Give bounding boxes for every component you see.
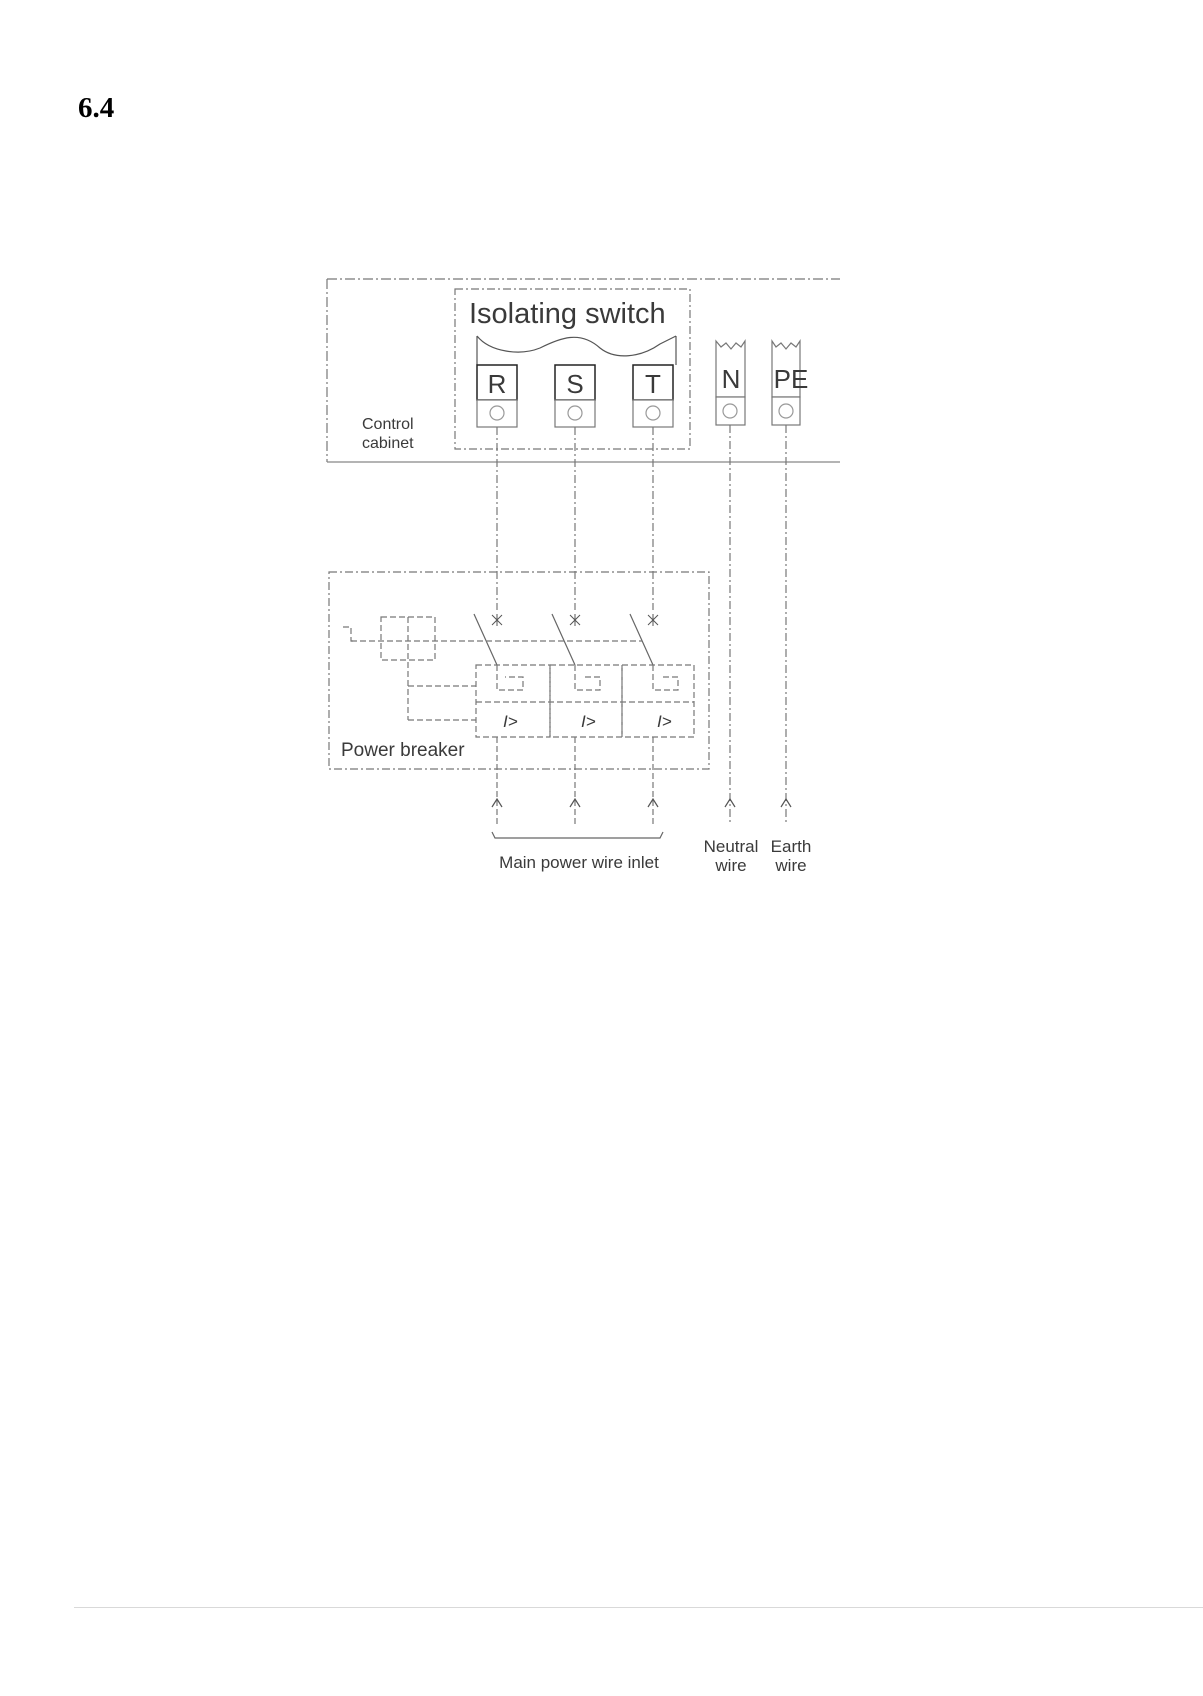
control-cabinet-label-line2: cabinet [362, 435, 414, 452]
earth-wire-label-line2: wire [775, 856, 807, 875]
trip-units [476, 665, 694, 825]
trip-symbol-1: I> [503, 712, 518, 731]
control-cabinet-label-line1: Control [362, 416, 414, 433]
earth-wire-label-line1: Earth [770, 837, 812, 856]
isolating-switch-label: Isolating switch [469, 298, 666, 330]
neutral-wire-label-line2: wire [715, 856, 747, 875]
terminal-r-label: R [487, 369, 507, 399]
terminal-t-label: T [645, 369, 661, 399]
footer-divider [74, 1607, 1203, 1608]
power-breaker-label: Power breaker [341, 740, 465, 761]
trip-symbol-3: I> [657, 712, 672, 731]
breaker-switch-blades [474, 614, 653, 665]
terminal-pe-label: PE [773, 364, 809, 394]
terminal-n [716, 341, 745, 425]
terminal-pe [772, 341, 808, 425]
neutral-wire-label-line1: Neutral [703, 837, 759, 856]
terminal-n-label: N [721, 364, 741, 394]
terminal-s [555, 365, 595, 427]
main-inlet-bracket [492, 832, 663, 838]
switch-wave [477, 336, 676, 356]
inlet-arrows [492, 799, 791, 807]
terminal-s-label: S [566, 369, 584, 399]
terminal-r [477, 365, 517, 427]
trip-symbol-2: I> [581, 712, 596, 731]
switch-riser-lines [477, 336, 676, 365]
terminal-t [633, 365, 673, 427]
main-inlet-label: Main power wire inlet [499, 853, 659, 872]
supply-wires [497, 425, 786, 825]
section-number: 6.4 [78, 92, 115, 124]
breaker-linkage [343, 617, 642, 720]
